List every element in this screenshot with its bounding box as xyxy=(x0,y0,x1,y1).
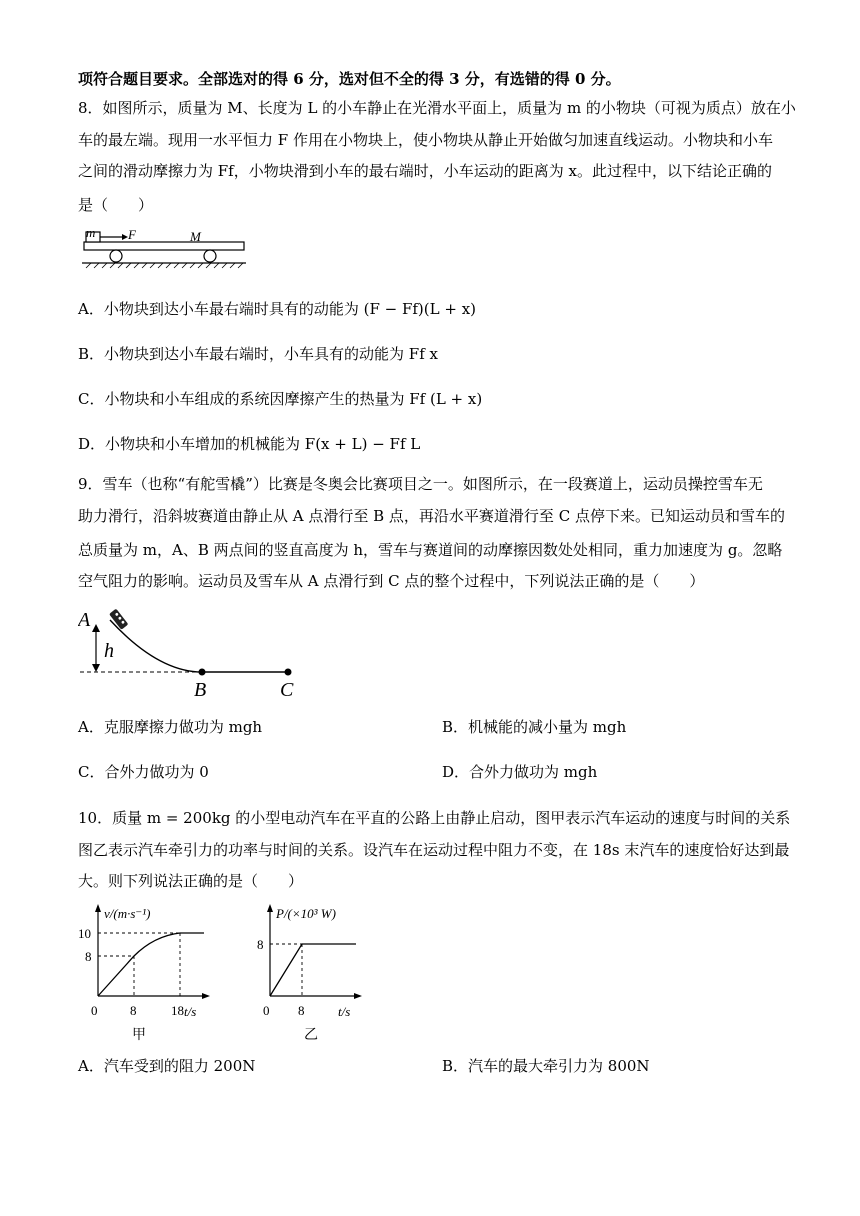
point-B xyxy=(199,669,206,676)
jia-velocity-curve xyxy=(98,933,204,996)
q8-option-d[interactable]: D．小物块和小车增加的机械能为 F(x + L) − Ff L xyxy=(78,435,421,453)
point-C xyxy=(285,669,292,676)
sled-icon xyxy=(109,609,128,630)
jia-xtick-8: 8 xyxy=(130,1003,137,1018)
q8-stem-line-4: 是（ ） xyxy=(78,196,154,214)
section-instruction: 项符合题目要求。全部选对的得 6 分，选对但不全的得 3 分，有选错的得 0 分。 xyxy=(78,70,621,88)
q9-stem-line-3: 总质量为 m，A、B 两点间的竖直高度为 h，雪车与赛道间的动摩擦因数处处相同，重力加速度为 g。忽略 xyxy=(78,541,783,559)
wheel-left xyxy=(110,250,122,262)
cart-body xyxy=(84,242,244,250)
yi-xtick-0: 0 xyxy=(263,1003,270,1018)
q9-option-a[interactable]: A．克服摩擦力做功为 mgh xyxy=(78,718,263,736)
label-h: h xyxy=(104,640,114,662)
q9-track-figure xyxy=(78,602,304,700)
yi-xtick-8: 8 xyxy=(298,1003,305,1018)
jia-xtick-0: 0 xyxy=(91,1003,98,1018)
label-B: B xyxy=(194,679,207,700)
q9-option-b[interactable]: B．机械能的减小量为 mgh xyxy=(442,718,627,736)
jia-ytick-10: 10 xyxy=(78,926,91,941)
jia-caption: 甲 xyxy=(132,1028,146,1043)
q9-option-d[interactable]: D．合外力做功为 mgh xyxy=(442,763,598,781)
label-F: F xyxy=(128,227,136,242)
jia-xtick-18: 18 xyxy=(171,1003,184,1018)
jia-y-label: v/(m·s⁻¹) xyxy=(104,906,151,921)
wheel-right xyxy=(204,250,216,262)
q8-stem-line-3: 之间的滑动摩擦力为 Ff，小物块滑到小车的最右端时，小车运动的距离为 x。此过程中，以下结论正确的 xyxy=(78,162,772,180)
label-A: A xyxy=(78,609,91,631)
q10-stem-line-1: 10．质量 m = 200kg 的小型电动汽车在平直的公路上由静止启动，图甲表示汽车运动的速度与时间的关系 xyxy=(78,809,791,827)
jia-x-arrowhead xyxy=(202,993,210,999)
yi-y-label: P/(×10³ W) xyxy=(276,906,336,921)
q8-cart-figure xyxy=(80,226,250,278)
q8-stem-line-1: 8．如图所示，质量为 M、长度为 L 的小车静止在光滑水平面上，质量为 m 的小物块（可视为质点）放在小 xyxy=(78,99,796,117)
q10-option-a[interactable]: A．汽车受到的阻力 200N xyxy=(78,1057,256,1075)
yi-power-curve xyxy=(270,944,356,996)
q9-stem-line-2: 助力滑行，沿斜坡赛道由静止从 A 点滑行至 B 点，再沿水平赛道滑行至 C 点停下来。已知运动员和雪车的 xyxy=(78,507,785,525)
graph-yi xyxy=(250,902,380,1044)
q8-option-a[interactable]: A．小物块到达小车最右端时具有的动能为 (F − Ff)(L + x) xyxy=(78,300,477,318)
q8-stem-line-2: 车的最左端。现用一水平恒力 F 作用在小物块上，使小物块从静止开始做匀加速直线运动。小物块和小车 xyxy=(78,131,773,149)
jia-ytick-8: 8 xyxy=(85,949,92,964)
jia-x-label: t/s xyxy=(184,1004,197,1019)
jia-y-arrowhead xyxy=(95,904,101,912)
label-M: M xyxy=(190,229,201,244)
label-m: m xyxy=(86,226,96,240)
q9-stem-line-1: 9．雪车（也称“有舵雪橇”）比赛是冬奥会比赛项目之一。如图所示，在一段赛道上，运动员操控雪车无 xyxy=(78,475,763,493)
q8-option-c[interactable]: C．小物块和小车组成的系统因摩擦产生的热量为 Ff (L + x) xyxy=(78,390,483,408)
height-arrow-up xyxy=(92,624,100,632)
yi-x-label: t/s xyxy=(338,1004,351,1019)
q10-stem-line-2: 图乙表示汽车牵引力的功率与时间的关系。设汽车在运动过程中阻力不变，在 18s 末汽车的速度恰好达到最 xyxy=(78,841,790,859)
yi-y-arrowhead xyxy=(267,904,273,912)
height-arrow-down xyxy=(92,664,100,672)
track-curve xyxy=(110,620,290,672)
graph-jia xyxy=(78,902,218,1044)
yi-caption: 乙 xyxy=(304,1028,318,1043)
q10-option-b[interactable]: B．汽车的最大牵引力为 800N xyxy=(442,1057,650,1075)
yi-ytick-8: 8 xyxy=(257,937,264,952)
q9-option-c[interactable]: C．合外力做功为 0 xyxy=(78,763,209,781)
q8-option-b[interactable]: B．小物块到达小车最右端时，小车具有的动能为 Ff x xyxy=(78,345,438,363)
q10-stem-line-3: 大。则下列说法正确的是（ ） xyxy=(78,872,304,890)
yi-x-arrowhead xyxy=(354,993,362,999)
ground-hatching xyxy=(86,263,243,268)
label-C: C xyxy=(280,679,294,700)
q9-stem-line-4: 空气阻力的影响。运动员及雪车从 A 点滑行到 C 点的整个过程中，下列说法正确的是（ ） xyxy=(78,572,705,590)
